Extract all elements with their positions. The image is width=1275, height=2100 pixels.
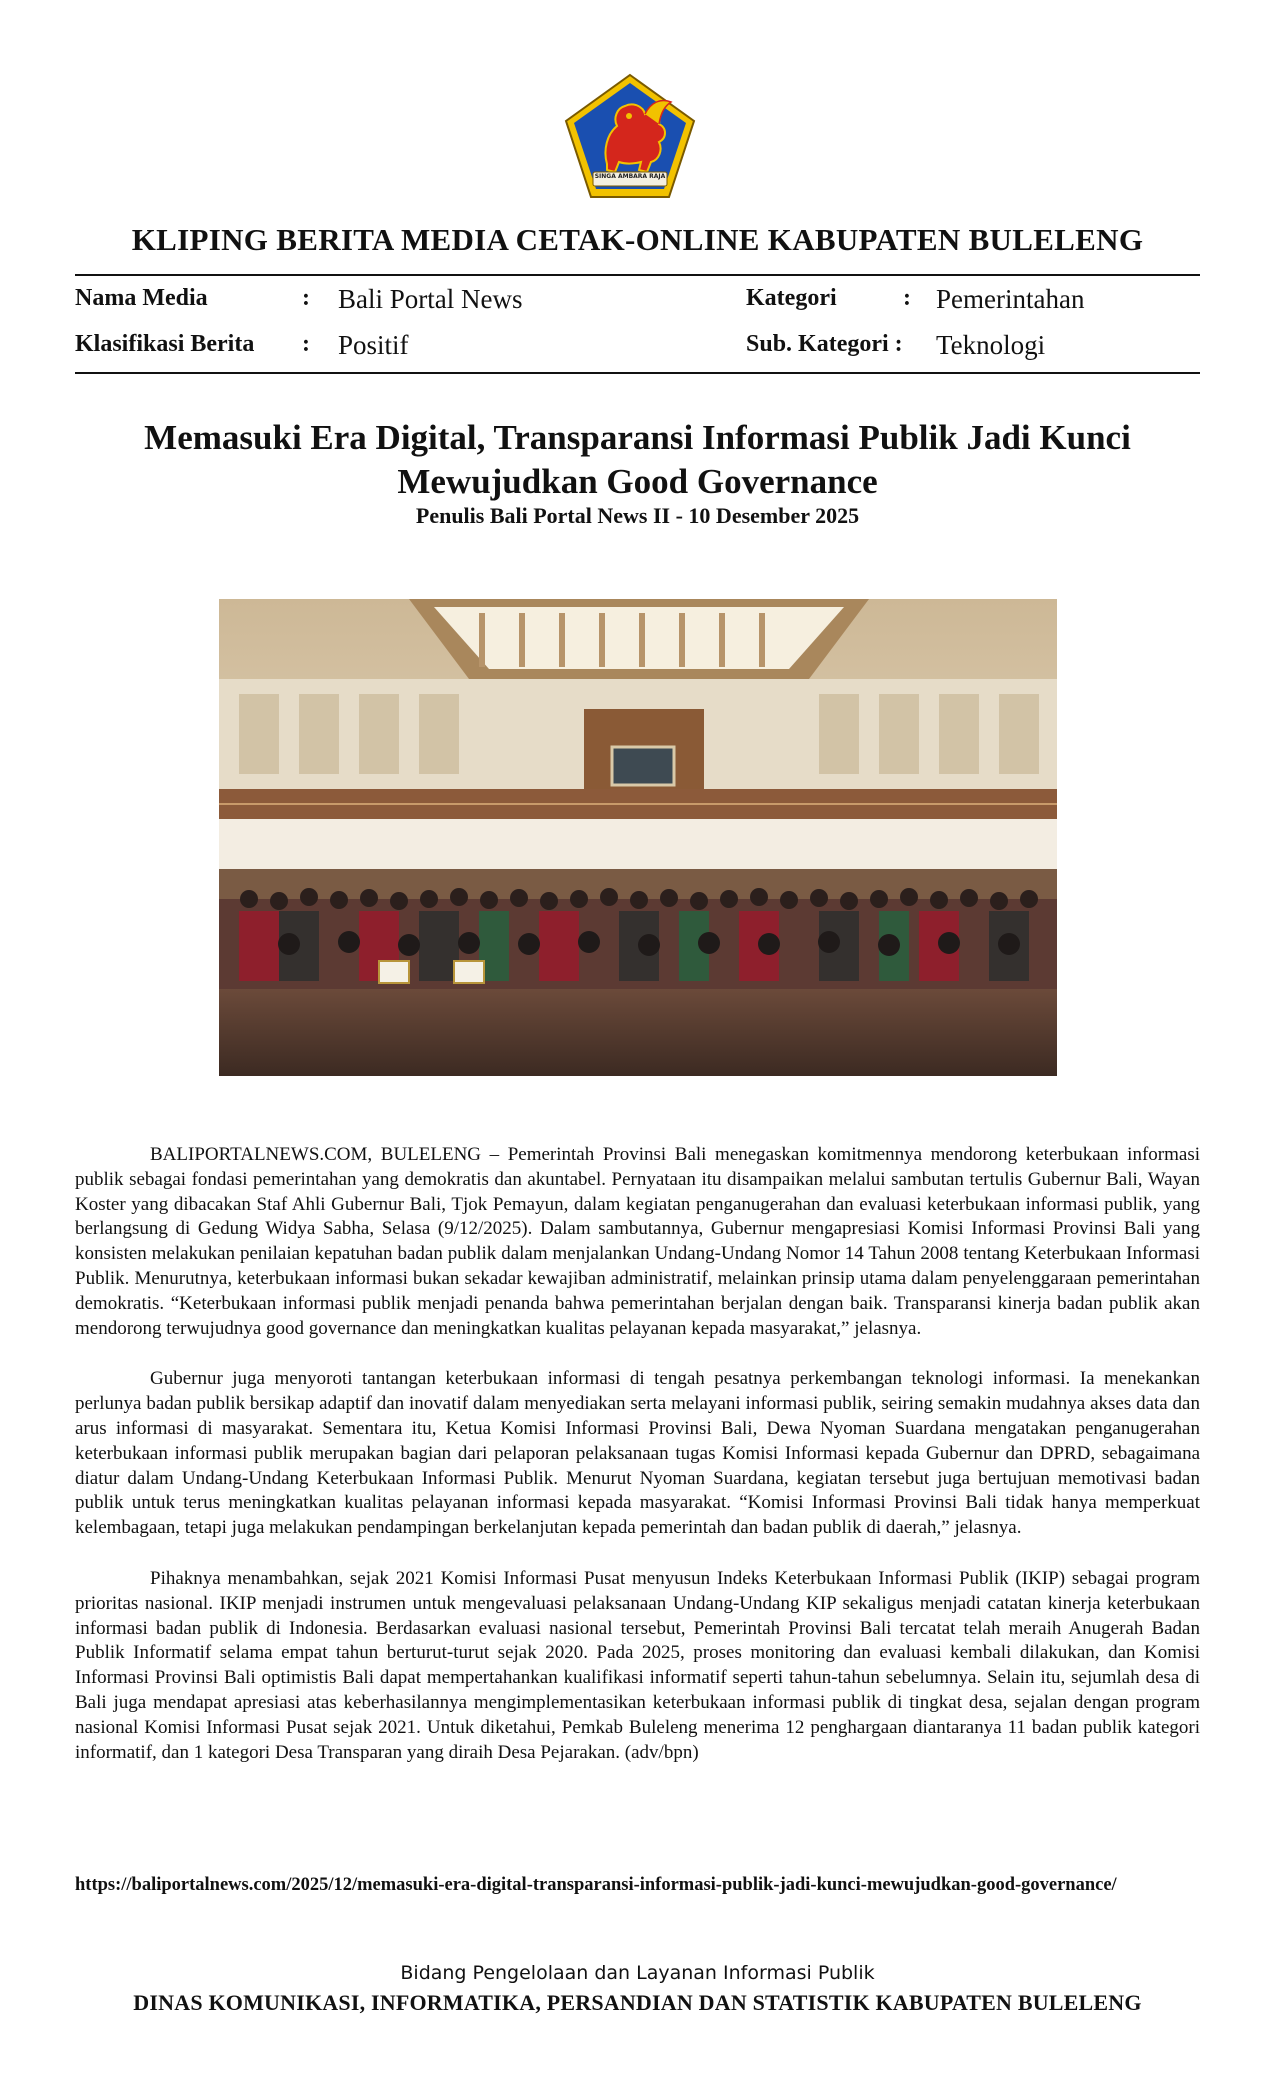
headline-line-2: Mewujudkan Good Governance	[397, 462, 878, 501]
article-byline: Penulis Bali Portal News II - 10 Desember 2025	[415, 503, 860, 528]
footer-agency: DINAS KOMUNIKASI, INFORMATIKA, PERSANDIAN DAN STATISTIK KABUPATEN BULELENG	[133, 1990, 1142, 2015]
top-divider	[75, 274, 1200, 276]
article-paragraph-3: Pihaknya menambahkan, sejak 2021 Komisi Informasi Pusat menyusun Indeks Keterbukaan Informasi Publik (IKIP) sebagai program prioritas nasional. IKIP menjadi instrumen untuk mengevaluasi pelaksanaan Undang-Undang KIP sekaligus menjadi catatan kinerja keterbukaan informasi badan publik di Indonesia. Berdasarkan evaluasi nasional tersebut, Pemerintah Provinsi Bali tercatat telah meraih Anugerah Badan Publik Informatif selama empat tahun berturut-turut sejak 2020. Pada 2025, proses monitoring dan evaluasi kembali dilakukan, dan Komisi Informasi Provinsi Bali optimistis Bali dapat mempertahankan kualifikasi informatif seperti tahun-tahun sebelumnya. Selain itu, sejumlah desa di Bali juga mendapat apresiasi atas keberhasilannya mengimplementasikan keterbukaan informasi publik di tingkat desa, sejalan dengan program nasional Komisi Informasi Pusat sejak 2021. Untuk diketahui, Pemkab Buleleng menerima 12 penghargaan diantaranya 11 badan publik kategori informatif, dan 1 kategori Desa Transparan yang diraih Desa Pejarakan. (adv/bpn)	[75, 1567, 1200, 1763]
classification-colon: :	[302, 331, 310, 357]
footer-division: Bidang Pengelolaan dan Layanan Informasi Publik	[400, 1962, 875, 1984]
article-body	[75, 1143, 1200, 1791]
subcategory-label: Sub. Kategori :	[746, 331, 903, 357]
media-label: Nama Media	[75, 285, 208, 311]
article-paragraph-2: Gubernur juga menyoroti tantangan keterbukaan informasi di tengah pesatnya perkembangan teknologi informasi. Ia menekankan perlunya badan publik bersikap adaptif dan inovatif dalam menyediakan serta melayani informasi publik, seiring semakin mudahnya akses data dan arus informasi di masyarakat. Sementara itu, Ketua Komisi Informasi Provinsi Bali, Dewa Nyoman Suardana mengatakan penganugerahan keterbukaan informasi publik merupakan bagian dari pelaporan pelaksanaan tugas Komisi Informasi kepada Gubernur dan DPRD, sebagaimana diatur dalam Undang-Undang Keterbukaan Informasi Publik. Menurut Nyoman Suardana, kegiatan tersebut juga bertujuan memotivasi badan publik untuk terus meningkatkan kualitas pelayanan informasi kepada masyarakat. “Komisi Informasi Provinsi Bali tidak hanya memperkuat kelembagaan, tetapi juga melakukan pendampingan berkelanjutan kepada pemerintah dan badan publik di daerah,” jelasnya.	[75, 1368, 1200, 1539]
article-photo	[219, 599, 1057, 1076]
media-colon: :	[302, 285, 310, 311]
classification-value: Positif	[338, 330, 409, 360]
media-value: Bali Portal News	[338, 284, 523, 314]
emblem-motto: SINGA AMBARA RAJA	[594, 173, 666, 180]
classification-label: Klasifikasi Berita	[75, 331, 255, 357]
regency-emblem-icon	[563, 72, 697, 200]
category-colon: :	[903, 285, 911, 311]
source-url-link[interactable]: https://baliportalnews.com/2025/12/memasuki-era-digital-transparansi-informasi-publik-jadi-kunci-mewujudkan-good-governance/	[75, 1875, 1117, 1895]
article-paragraph-1: BALIPORTALNEWS.COM, BULELENG – Pemerintah Provinsi Bali menegaskan komitmennya mendorong keterbukaan informasi publik sebagai fondasi pemerintahan yang demokratis dan akuntabel. Pernyataan itu disampaikan melalui sambutan tertulis Gubernur Bali, Wayan Koster yang dibacakan Staf Ahli Gubernur Bali, Tjok Pemayun, dalam kegiatan penganugerahan dan evaluasi keterbukaan informasi publik, yang berlangsung di Gedung Widya Sabha, Selasa (9/12/2025). Dalam sambutannya, Gubernur mengapresiasi Komisi Informasi Provinsi Bali yang konsisten melakukan penilaian kepatuhan badan publik dalam menjalankan Undang-Undang Nomor 14 Tahun 2008 tentang Keterbukaan Informasi Publik. Menurutnya, keterbukaan informasi bukan sekadar kewajiban administratif, melainkan prinsip utama dalam penyelenggaraan pemerintahan demokratis. “Keterbukaan informasi publik menjadi penanda bahwa pemerintahan berjalan dengan baik. Transparansi kinerja badan publik akan mendorong terwujudnya good governance dan meningkatkan kualitas pelayanan kepada masyarakat,” jelasnya.	[75, 1144, 1200, 1339]
subcategory-value: Teknologi	[936, 330, 1046, 360]
meta-divider	[75, 372, 1200, 374]
category-value: Pemerintahan	[936, 284, 1085, 314]
headline-line-1: Memasuki Era Digital, Transparansi Informasi Publik Jadi Kunci	[144, 418, 1131, 457]
category-label: Kategori	[746, 285, 837, 311]
clipping-title: KLIPING BERITA MEDIA CETAK-ONLINE KABUPATEN BULELENG	[131, 222, 1144, 257]
article-headline	[75, 416, 1200, 504]
